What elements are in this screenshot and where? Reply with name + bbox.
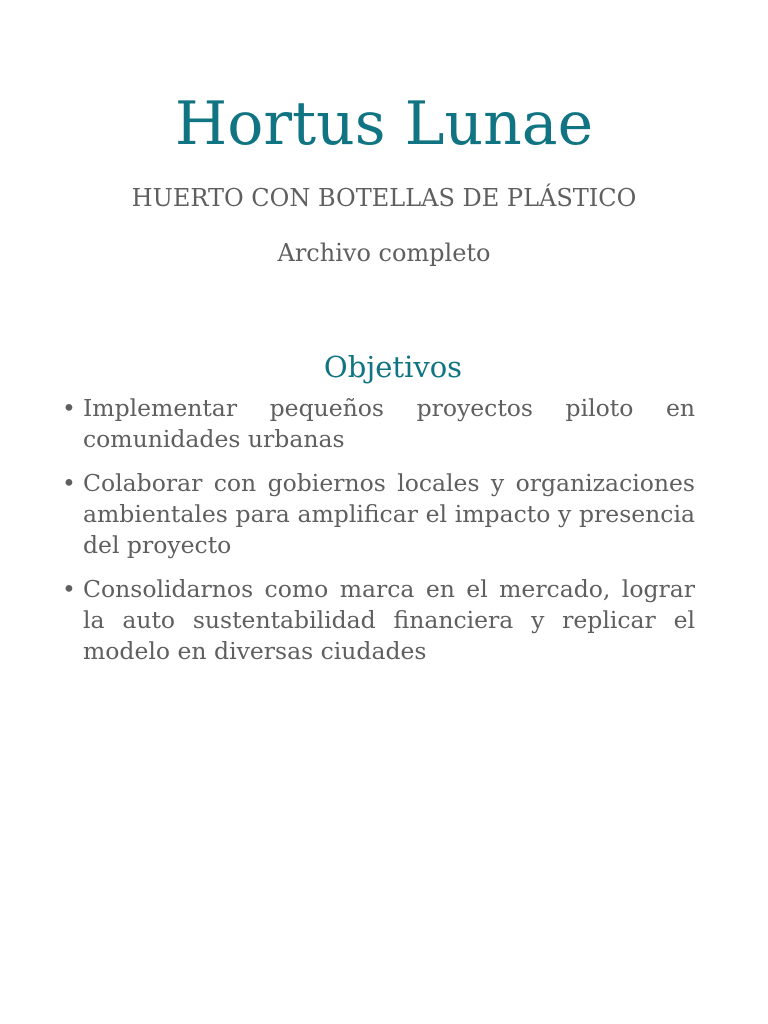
objective-item xyxy=(62,574,695,667)
section-heading-objetivos: Objetivos xyxy=(323,350,463,384)
document-title: Hortus Lunae xyxy=(174,89,594,159)
objective-item xyxy=(62,393,695,455)
objective-text: Consolidarnos como marca en el mercado, lograr la auto sustentabilidad financiera y replicar el modelo en diversas ciudades xyxy=(83,575,695,665)
objectives-list xyxy=(62,393,695,680)
bullet-icon: • xyxy=(62,469,76,497)
document-subtitle: HUERTO CON BOTELLAS DE PLÁSTICO xyxy=(131,184,637,212)
document-caption: Archivo completo xyxy=(277,239,491,267)
bullet-icon: • xyxy=(62,394,76,422)
objective-text: Colaborar con gobiernos locales y organizaciones ambientales para amplificar el impacto y presencia del proyecto xyxy=(83,469,695,559)
objective-item xyxy=(62,468,695,561)
bullet-icon: • xyxy=(62,575,76,603)
objective-text: Implementar pequeños proyectos piloto en comunidades urbanas xyxy=(83,394,695,453)
